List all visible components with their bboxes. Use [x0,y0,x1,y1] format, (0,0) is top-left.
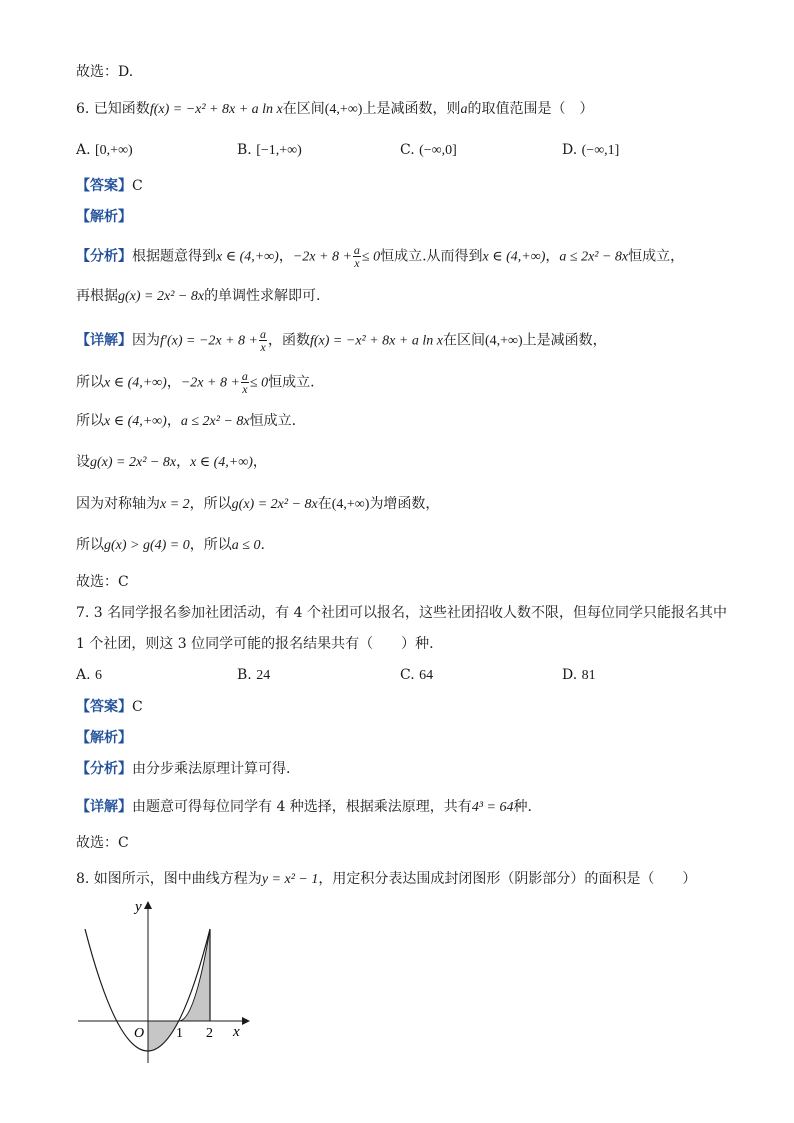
q6-selection: 故选：C [76,574,129,590]
x-axis-label: x [233,1024,240,1040]
q7-analysis: 【分析】由分步乘法原理计算可得. [76,761,291,777]
q6-detail-line-2: 所以x ∈ (4,+∞)，−2x + 8 + $\frac{a}{x}$ ≤ 0恒成立. [76,369,315,396]
answer-selection-q5: 故选：D. [76,64,134,80]
q6-option-b: B. [−1,+∞) [237,142,302,158]
q6-detail-line-4: 设g(x) = 2x² − 8x，x ∈ (4,+∞)， [76,454,267,470]
y-axis-label: y [135,899,142,915]
shaded-region-lower [148,1021,179,1051]
q6-detail-line-6: 所以g(x) > g(4) = 0，所以a ≤ 0. [76,537,265,553]
q6-option-c: C. (−∞,0] [400,142,457,158]
question-6-stem: 6. 已知函数f(x) = −x² + 8x + a ln x在区间(4,+∞)上是减函数，则a的取值范围是（ ） [76,101,594,117]
q7-option-b: B. 24 [237,667,271,683]
tick-label-2: 2 [206,1026,213,1041]
q6-detail-line-5: 因为对称轴为x = 2，所以g(x) = 2x² − 8x在(4,+∞)为增函数， [76,496,440,512]
question-7-stem-line-1: 7. 3 名同学报名参加社团活动，有 4 个社团可以报名，这些社团招收人数不限，但每位同学只能报名其中 [76,605,727,621]
q6-analysis-line-2: 再根据g(x) = 2x² − 8x的单调性求解即可. [76,288,321,304]
origin-label: O [134,1026,145,1041]
fraction-a-over-x: $\frac{a}{x}$ [241,369,248,396]
q7-option-c: C. 64 [400,667,434,683]
q6-analysis-line-1: 【分析】根据题意得到x ∈ (4,+∞)，−2x + 8 + $\frac{a}{x}$ ≤ 0恒成立.从而得到x ∈ (4,+∞)，a ≤ 2x² − 8x恒成立， [76,243,685,270]
q6-detail-line-3: 所以x ∈ (4,+∞)，a ≤ 2x² − 8x恒成立. [76,413,297,429]
q6-option-d: D. (−∞,1] [562,142,620,158]
question-7-stem-line-2: 1 个社团，则这 3 位同学可能的报名结果共有（ ）种. [76,636,434,652]
q6-option-a: A. [0,+∞) [76,142,133,158]
fraction-a-over-x: $\frac{a}{x}$ [353,243,360,270]
parabola-figure [70,895,260,1070]
q7-analysis-heading: 【解析】 [76,730,132,746]
tick-label-1: 1 [176,1026,183,1041]
q7-detail: 【详解】由题意可得每位同学有 4 种选择，根据乘法原理，共有4³ = 64种. [76,799,532,815]
q7-answer: 【答案】C [76,699,143,715]
q6-detail-line-1: 【详解】因为f′(x) = −2x + 8 + $\frac{a}{x}$ ，函数f(x) = −x² + 8x + a ln x在区间(4,+∞)上是减函数， [76,327,607,354]
q6-analysis-heading: 【解析】 [76,209,132,225]
q6-answer: 【答案】C [76,178,143,194]
shaded-region [179,929,210,1021]
fraction-a-over-x: $\frac{a}{x}$ [260,327,266,354]
q7-option-d: D. 81 [562,667,596,683]
q7-option-a: A. 6 [76,667,103,683]
x-axis-arrow [242,1017,250,1025]
q7-selection: 故选：C [76,835,129,851]
question-8-stem: 8. 如图所示，图中曲线方程为y = x² − 1，用定积分表达围成封闭图形（阴影部分）的面积是（ ） [76,871,697,887]
y-axis-arrow [144,901,152,909]
